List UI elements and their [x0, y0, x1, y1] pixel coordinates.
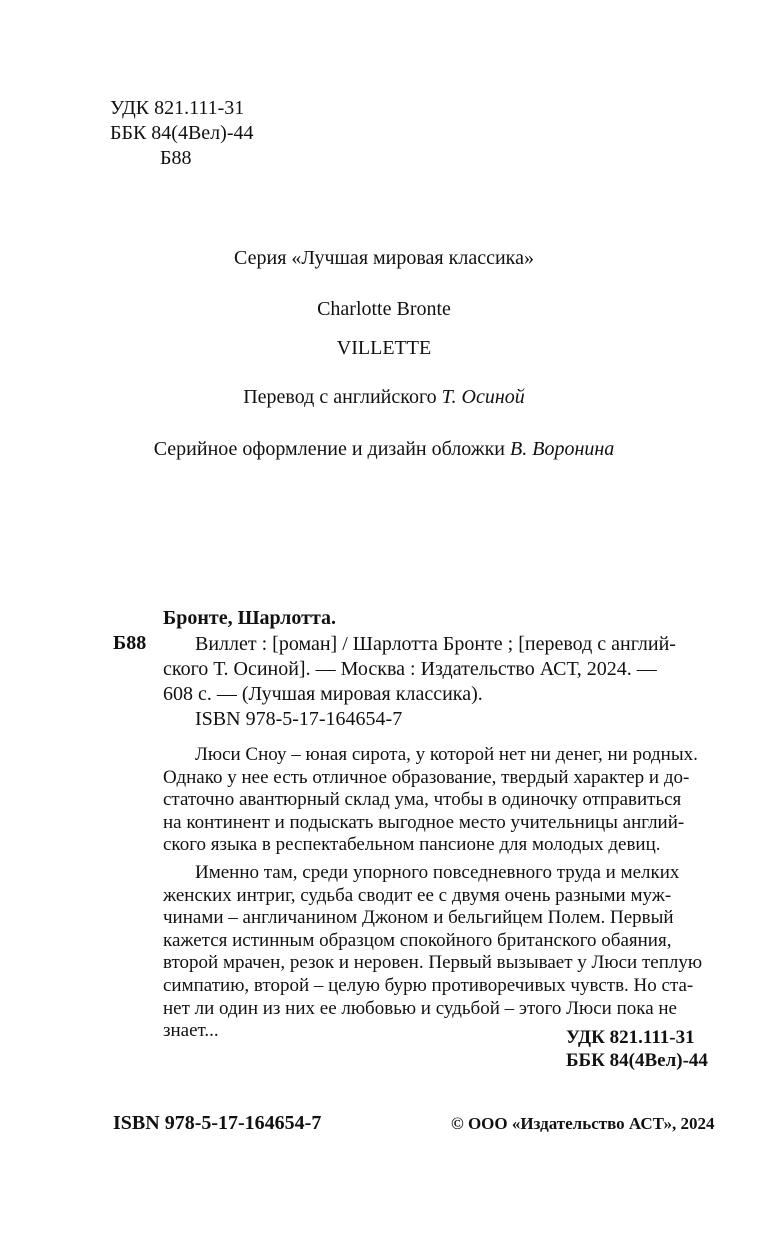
series-title: Серия «Лучшая мировая классика» [234, 247, 534, 269]
classification-codes [110, 96, 254, 171]
designer-name: В. Воронина [510, 438, 615, 460]
bibliographic-description [163, 632, 691, 707]
annotation-line: ского языка в респектабельном пансионе для молодых девиц. [163, 834, 661, 856]
annotation-line: на континент и подыскать выгодное место учительницы англий- [163, 811, 685, 833]
annotation-line: второй мрачен, резок и неровен. Первый вызывает у Люси теплую [163, 952, 703, 974]
bibliographic-heading: Бронте, Шарлотта. [163, 607, 337, 629]
annotation-line: знает... [163, 1020, 219, 1042]
translation-credit [0, 386, 768, 409]
design-credit [0, 438, 768, 461]
annotation-codes [566, 1026, 708, 1072]
udk-code: УДК 821.111-31 [110, 97, 245, 119]
annotation-udk: УДК 821.111-31 [566, 1027, 695, 1048]
bibliographic-line: ского Т. Осиной]. — Москва : Издательство АСТ, 2024. — [163, 658, 657, 680]
author-code: Б88 [160, 147, 192, 169]
bibliographic-author-code: Б88 [113, 632, 147, 654]
annotation-line: Однако у нее есть отличное образование, твердый характер и до- [163, 766, 690, 788]
footer-isbn: ISBN 978-5-17-164654-7 [113, 1112, 322, 1134]
footer-copyright: © ООО «Издательство АСТ», 2024 [451, 1114, 715, 1133]
annotation-line: нет ли один из них ее любовью и судьбой – этого Люси пока не [163, 997, 677, 1019]
annotation-line: статочно авантюрный склад ума, чтобы в одиночку отправиться [163, 789, 682, 811]
translation-label: Перевод с английского [243, 386, 437, 408]
original-title: VILLETTE [336, 337, 432, 359]
bibliographic-line: Виллет : [роман] / Шарлотта Бронте ; [перевод с англий- [195, 633, 676, 655]
annotation-line: чинами – англичанином Джоном и бельгийцем Полем. Первый [163, 907, 674, 929]
annotation-line: Люси Сноу – юная сирота, у которой нет ни денег, ни родных. [195, 744, 698, 765]
bibliographic-line: 608 с. — (Лучшая мировая классика). [163, 683, 483, 705]
bibliographic-isbn: ISBN 978-5-17-164654-7 [195, 708, 403, 730]
annotation-bbk: ББК 84(4Вел)-44 [566, 1050, 708, 1071]
annotation [163, 744, 703, 1043]
design-label: Серийное оформление и дизайн обложки [153, 438, 506, 460]
original-author: Charlotte Bronte [317, 298, 451, 320]
translator-name: Т. Осиной [441, 386, 525, 408]
annotation-line: симпатию, второй – целую бурю противоречивых чувств. Но ста- [163, 974, 694, 996]
annotation-line: кажется истинным образцом спокойного британского обаяния, [163, 929, 672, 951]
annotation-line: Именно там, среди упорного повседневного труда и мелких [195, 861, 680, 883]
bbk-code: ББК 84(4Вел)-44 [110, 122, 254, 144]
annotation-line: женских интриг, судьба сводит ее с двумя очень разными муж- [163, 884, 672, 906]
